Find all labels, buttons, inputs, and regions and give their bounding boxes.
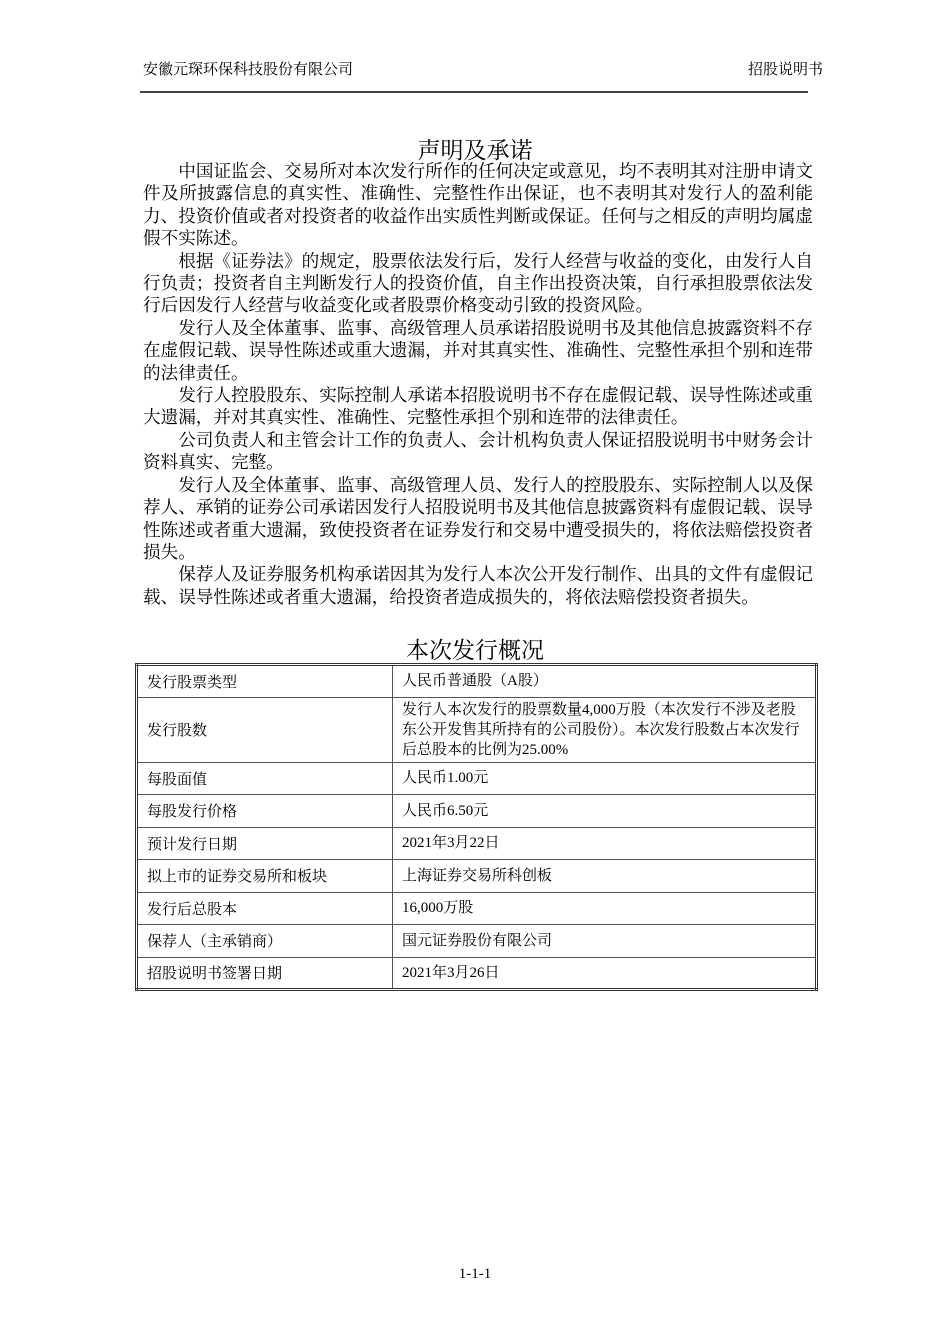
row-label: 每股发行价格 (137, 795, 393, 828)
row-label: 拟上市的证券交易所和板块 (137, 860, 393, 893)
row-label: 每股面值 (137, 762, 393, 795)
row-value: 人民币6.50元 (393, 795, 817, 828)
header-doc-type: 招股说明书 (747, 62, 823, 78)
overview-title: 本次发行概况 (406, 637, 544, 663)
table-row (137, 925, 817, 958)
table-row (137, 795, 817, 828)
table-row (137, 860, 817, 893)
row-value: 发行人本次发行的股票数量4,000万股（本次发行不涉及老股东公开发售其所持有的公司股份）。本次发行股数占本次发行后总股本的比例为25.00% (393, 697, 817, 762)
row-value: 人民币1.00元 (393, 762, 817, 795)
table-row (137, 762, 817, 795)
declaration-body (143, 160, 813, 608)
row-value: 16,000万股 (393, 892, 817, 925)
table-row (137, 957, 817, 990)
table-row (137, 827, 817, 860)
table-row (137, 892, 817, 925)
row-value: 2021年3月26日 (393, 957, 817, 990)
row-label: 预计发行日期 (137, 827, 393, 860)
paragraph: 根据《证券法》的规定，股票依法发行后，发行人经营与收益的变化，由发行人自行负责；投资者自主判断发行人的投资价值，自主作出投资决策，自行承担股票依法发行后因发行人经营与收益变化或者股票价格变动引致的投资风险。 (143, 250, 813, 316)
paragraph: 公司负责人和主管会计工作的负责人、会计机构负责人保证招股说明书中财务会计资料真实、完整。 (143, 429, 813, 473)
row-value: 2021年3月22日 (393, 827, 817, 860)
row-value: 人民币普通股（A股） (393, 665, 817, 698)
overview-table (135, 663, 818, 991)
paragraph: 发行人及全体董事、监事、高级管理人员承诺招股说明书及其他信息披露资料不存在虚假记载、误导性陈述或重大遗漏，并对其真实性、准确性、完整性承担个别和连带的法律责任。 (143, 317, 813, 383)
paragraph: 发行人控股股东、实际控制人承诺本招股说明书不存在虚假记载、误导性陈述或重大遗漏，并对其真实性、准确性、完整性承担个别和连带的法律责任。 (143, 385, 813, 428)
row-label: 发行后总股本 (137, 892, 393, 925)
row-value: 上海证券交易所科创板 (393, 860, 817, 893)
table-row (137, 697, 817, 762)
row-label: 招股说明书签署日期 (137, 957, 393, 990)
paragraph: 中国证监会、交易所对本次发行所作的任何决定或意见，均不表明其对注册申请文件及所披露信息的真实性、准确性、完整性作出保证，也不表明其对发行人的盈利能力、投资价值或者对投资者的收益作出实质性判断或保证。任何与之相反的声明均属虚假不实陈述。 (143, 161, 813, 249)
row-value: 国元证券股份有限公司 (393, 925, 817, 958)
header-company: 安徽元琛环保科技股份有限公司 (143, 62, 354, 78)
declaration-title: 声明及承诺 (417, 137, 533, 163)
row-label: 发行股票类型 (137, 665, 393, 698)
header-divider (140, 91, 808, 93)
row-label: 发行股数 (137, 697, 393, 762)
row-label: 保荐人（主承销商） (137, 925, 393, 958)
paragraph: 保荐人及证券服务机构承诺因其为发行人本次公开发行制作、出具的文件有虚假记载、误导性陈述或者重大遗漏，给投资者造成损失的，将依法赔偿投资者损失。 (143, 564, 813, 607)
page-number: 1-1-1 (458, 1266, 492, 1282)
paragraph: 发行人及全体董事、监事、高级管理人员、发行人的控股股东、实际控制人以及保荐人、承销的证券公司承诺因发行人招股说明书及其他信息披露资料有虚假记载、误导性陈述或者重大遗漏，致使投资者在证券发行和交易中遭受损失的，将依法赔偿投资者损失。 (143, 474, 813, 562)
table-row (137, 665, 817, 698)
